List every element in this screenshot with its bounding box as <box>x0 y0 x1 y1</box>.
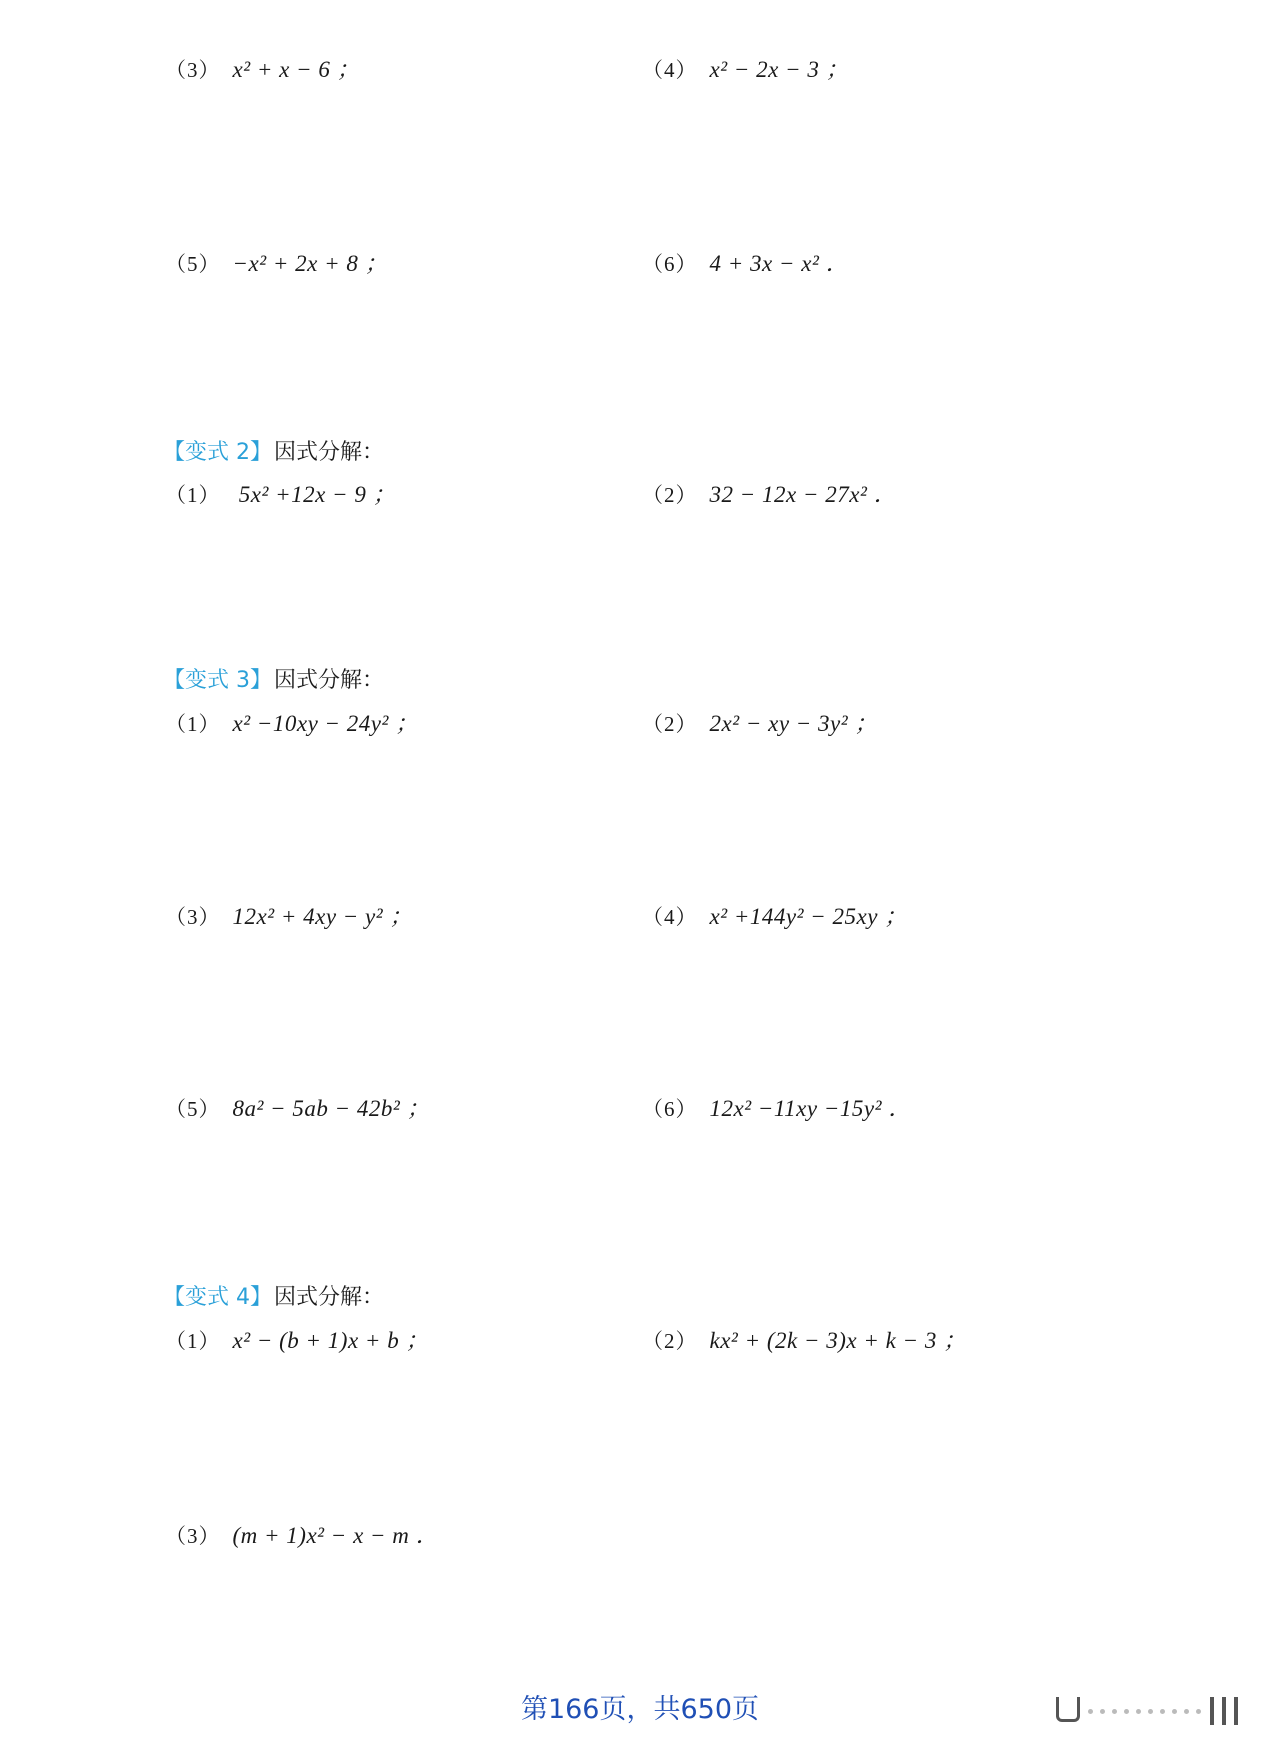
problem-expression: x² +144y² − 25xy ； <box>709 904 908 929</box>
problem-number: （2） <box>642 1329 698 1353</box>
problem-number: （2） <box>642 712 698 736</box>
problem-item <box>165 50 360 90</box>
problem-expression: 32 − 12x − 27x² ． <box>709 482 898 507</box>
section-header <box>163 432 384 472</box>
problem-row <box>0 1321 1280 1361</box>
problem-number: （4） <box>642 58 698 82</box>
problem-item <box>642 1321 967 1361</box>
section-label: 因式分解： <box>274 1285 385 1310</box>
section-header <box>163 1277 384 1317</box>
problem-expression: x² −10xy − 24y² ； <box>232 711 419 736</box>
problem-item <box>165 1516 439 1556</box>
section-label: 因式分解： <box>274 440 385 465</box>
problem-number: （1） <box>165 712 221 736</box>
problem-row <box>0 50 1280 90</box>
problem-number: （6） <box>642 1097 698 1121</box>
problem-item <box>642 244 849 284</box>
problem-number: （5） <box>165 1097 221 1121</box>
problem-number: （3） <box>165 58 221 82</box>
problem-item <box>165 704 419 744</box>
problem-item <box>165 897 413 937</box>
problem-row <box>0 704 1280 744</box>
problem-expression: x² − 2x − 3 ； <box>709 57 850 82</box>
problem-item <box>642 897 908 937</box>
progress-dots-icon <box>1084 1697 1204 1725</box>
problem-number: （4） <box>642 905 698 929</box>
variant-tag: 【变式 4】 <box>163 1285 272 1310</box>
problem-item <box>165 244 388 284</box>
problem-number: （1） <box>165 483 221 507</box>
page-indicator: 第166页，共650页 <box>520 1694 760 1725</box>
problem-row <box>0 475 1280 515</box>
problem-item <box>165 475 396 515</box>
problem-expression: x² + x − 6 ； <box>232 57 361 82</box>
section-label: 因式分解： <box>274 668 385 693</box>
problem-row <box>0 244 1280 284</box>
problem-number: （6） <box>642 252 698 276</box>
problem-number: （2） <box>642 483 698 507</box>
problem-item <box>642 1089 912 1129</box>
problem-expression: 12x² + 4xy − y² ； <box>232 904 413 929</box>
problem-item <box>165 1089 430 1129</box>
problem-expression: 8a² − 5ab − 42b² ； <box>232 1096 431 1121</box>
problem-expression: x² − (b + 1)x + b ； <box>232 1328 429 1353</box>
problem-item <box>165 1321 429 1361</box>
section-header <box>163 660 384 700</box>
problem-item <box>642 50 849 90</box>
problem-item <box>642 704 878 744</box>
problem-item <box>642 475 897 515</box>
problem-expression: 4 + 3x − x² ． <box>709 251 850 276</box>
problem-expression: −x² + 2x + 8 ； <box>232 251 389 276</box>
problem-expression: 5x² +12x − 9 ； <box>232 482 397 507</box>
problem-row <box>0 1089 1280 1129</box>
problem-number: （1） <box>165 1329 221 1353</box>
problem-expression: 12x² −11xy −15y² ． <box>709 1096 912 1121</box>
variant-tag: 【变式 2】 <box>163 440 272 465</box>
problem-expression: 2x² − xy − 3y² ； <box>709 711 878 736</box>
page-bracket-icon[interactable] <box>1056 1697 1080 1722</box>
problem-row <box>0 1516 1280 1556</box>
page-bars-icon[interactable] <box>1210 1697 1250 1725</box>
variant-tag: 【变式 3】 <box>163 668 272 693</box>
problem-expression: (m + 1)x² − x − m ． <box>232 1523 440 1548</box>
problem-expression: kx² + (2k − 3)x + k − 3 ； <box>709 1328 967 1353</box>
problem-row <box>0 897 1280 937</box>
viewer-toolbar[interactable] <box>1050 1697 1250 1727</box>
problem-number: （5） <box>165 252 221 276</box>
problem-number: （3） <box>165 1524 221 1548</box>
problem-number: （3） <box>165 905 221 929</box>
